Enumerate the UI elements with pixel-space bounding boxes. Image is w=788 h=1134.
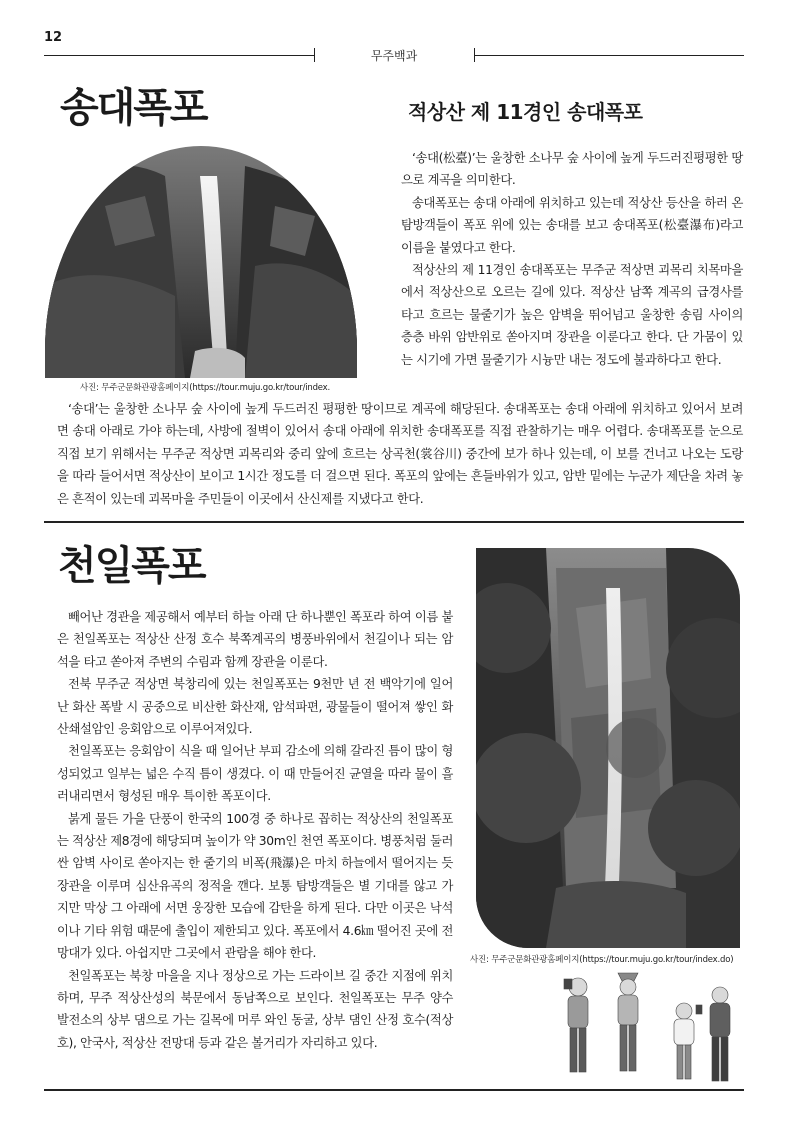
hikers-icon [556,965,744,1089]
section1-subtitle: 적상산 제 11경인 송대폭포 [408,100,643,124]
page-number: 12 [44,30,63,45]
section1-full-text [57,398,743,510]
running-title: 무주백과 [370,49,418,63]
section2-paragraph-3: 천일폭포는 응회암이 식을 때 일어난 부피 감소에 의해 갈라진 틈이 많이 형성되었고 일부는 넓은 수직 틈이 생겼다. 이 때 만들어진 균열을 따라 물이 흘러내리면서 형성된 매우 특이한 폭포이다. [57,744,454,804]
header-rule-right [474,55,744,56]
tourists-illustration [556,965,744,1089]
cheonil-waterfall-illustration [476,548,740,948]
section2-photo-caption: 사진: 무주군문화관광홈페이지(https://tour.muju.go.kr/tour/index.do) [470,955,734,965]
section2-paragraph-1: 빼어난 경관을 제공해서 예부터 하늘 아래 단 하나뿐인 폭포라 하여 이름 붙은 천일폭포는 적상산 산정 호수 북쪽계곡의 병풍바위에서 천길이나 되는 암석을 타고 쏟아져 주변의 수림과 함께 장관을 이룬다. [57,610,454,669]
section2-paragraph-5: 천일폭포는 북창 마을을 지나 정상으로 가는 드라이브 길 중간 지점에 위치하며, 무주 적상산성의 북문에서 동남쪽으로 보인다. 천일폭포는 무주 양수 발전소의 상부 댐으로 가는 길목에 머루 와인 동굴, 상부 댐인 산정 호수(적상호), 안국사, 적상산 전망대 등과 같은 볼거리가 자리하고 있다. [57,968,453,1050]
section1-paragraph-2: 송대폭포는 송대 아래에 위치하고 있는데 적상산 등산을 하러 온 탐방객들이 폭포 위에 있는 송대를 보고 송대폭포(松臺瀑布)라고 이름을 붙였다고 한다. [401,195,743,255]
cheonil-waterfall-photo [476,548,740,948]
section2-paragraph-2: 전북 무주군 적상면 북창리에 있는 천일폭포는 9천만 년 전 백악기에 일어난 화산 폭발 시 공중으로 비산한 화산재, 암석파편, 광물들이 떨어져 쌓인 화산쇄설암인 응회암으로 이루어져있다. [57,677,453,737]
songdae-waterfall-illustration [45,146,357,378]
section2-title: 천일폭포 [58,543,205,589]
bottom-rule [44,1089,744,1091]
section1-paragraph-1: ‘송대(松臺)’는 울창한 소나무 숲 사이에 높게 두드러진평평한 땅으로 계곡을 의미한다. [401,151,743,188]
songdae-waterfall-photo [45,146,357,378]
section-divider [44,521,744,523]
section2-column-text [57,606,453,1054]
section1-photo-caption: 사진: 무주군문화관광홈페이지(https://tour.muju.go.kr/tour/index. [80,383,331,393]
section1-paragraph-3: 적상산의 제 11경인 송대폭포는 무주군 적상면 괴목리 치목마을에서 적상산으로 오르는 길에 있다. 적상산 남쪽 계곡의 급경사를 타고 흐르는 물줄기가 높은 암벽을 뛰어넘고 울창한 송림 사이의 층층 바위 암반위로 쏟아지며 장관을 이룬다고 한다. 단 가뭄이 있는 시기에 가면 물줄기가 시늉만 내는 정도에 불과하다고 한다. [401,263,743,367]
section1-title: 송대폭포 [60,85,207,131]
section1-full-paragraph: ‘송대’는 울창한 소나무 숲 사이에 높게 두드러진 평평한 땅이므로 계곡에 해당된다. 송대폭포는 송대 아래에 위치하고 있어서 보려면 송대 아래로 가야 하는데, 사방에 절벽이 있어서 송대 아래에 위치한 송대폭포를 직접 관찰하기는 매우 어렵다. 송대폭포를 눈으로 직접 보기 위해서는 무주군 적상면 괴목리와 중리 앞에 흐르는 상곡천(裳谷川) 중간에 보가 하나 있는데, 이 보를 건너고 나오는 도랑을 따라 들어서면 적상산이 보이고 1시간 정도를 더 걸으면 된다. 폭포의 앞에는 흔들바위가 있고, 암반 밑에는 누군가 제단을 차려 놓은 흔적이 있는데 괴목마을 주민들이 이곳에서 산신제를 지냈다고 한다. [57,402,743,506]
section1-column-text [401,147,743,371]
section2-paragraph-4: 붉게 물든 가을 단풍이 한국의 100경 중 하나로 꼽히는 적상산의 천일폭포는 적상산 제8경에 해당되며 높이가 약 30m인 천연 폭포이다. 병풍처럼 둘러싼 암벽 사이로 쏟아지는 한 줄기의 비폭(飛瀑)은 마치 하늘에서 떨어지는 듯 장관을 이루며 심산유곡의 정적을 깬다. 보통 탐방객들은 별 기대를 않고 가지만 막상 그 아래에 서면 웅장한 모습에 감탄을 하게 된다. 다만 이곳은 낙석이나 기타 위험 때문에 출입이 제한되고 있다. 폭포에서 4.6㎞ 떨어진 곳에 전망대가 있다. 아쉽지만 그곳에서 관람을 해야 한다. [57,811,454,961]
